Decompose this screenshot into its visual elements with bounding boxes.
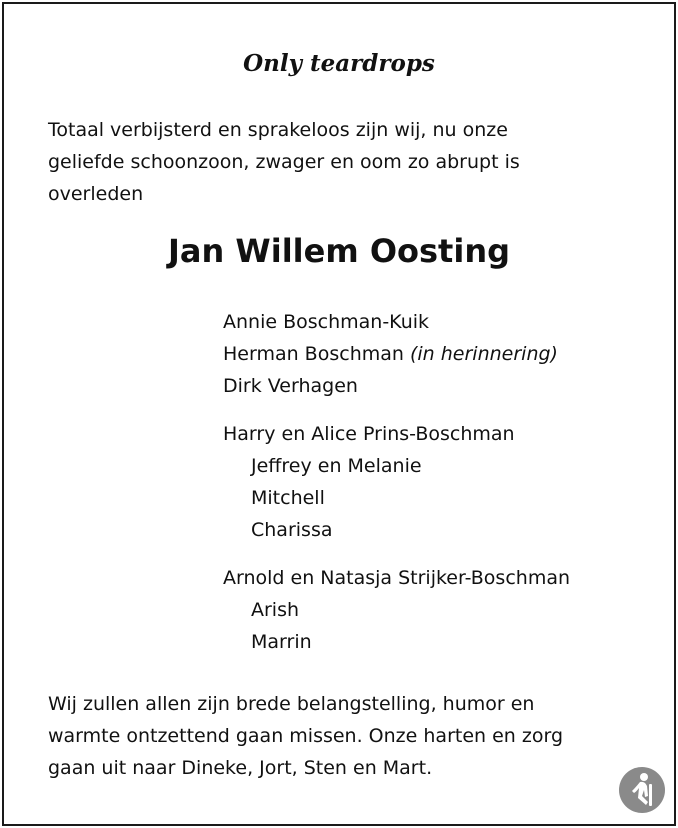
page-title: Only teardrops [243, 50, 435, 77]
deceased-name: Jan Willem Oosting [168, 232, 510, 270]
family-group [223, 306, 570, 402]
family-parents: Arnold en Natasja Strijker-Boschman [223, 567, 571, 589]
family-member: Dirk Verhagen [223, 375, 358, 397]
family-list [223, 306, 570, 658]
intro-line: geliefde schoonzoon, zwager en oom zo abrupt is [48, 151, 520, 173]
family-child: Mitchell [251, 487, 325, 509]
family-member [223, 338, 570, 370]
closing-text [48, 688, 648, 784]
family-child: Marrin [251, 631, 312, 653]
remembrance-note: (in herinnering) [409, 343, 558, 365]
family-member: Annie Boschman-Kuik [223, 311, 430, 333]
family-parents: Harry en Alice Prins-Boschman [223, 423, 515, 445]
intro-text [48, 114, 648, 210]
intro-line: Totaal verbijsterd en sprakeloos zijn wij, nu onze [48, 119, 508, 141]
family-member-name: Herman Boschman [223, 343, 404, 365]
closing-line: gaan uit naar Dineke, Jort, Sten en Mart. [48, 757, 433, 779]
family-child: Arish [251, 599, 300, 621]
closing-line: warmte ontzettend gaan missen. Onze harten en zorg [48, 725, 564, 747]
family-child: Charissa [251, 519, 333, 541]
memorial-figure-icon [618, 766, 666, 814]
closing-line: Wij zullen allen zijn brede belangstelling, humor en [48, 693, 535, 715]
intro-line: overleden [48, 183, 144, 205]
family-child: Jeffrey en Melanie [251, 455, 422, 477]
family-group [223, 562, 570, 658]
family-group [223, 418, 570, 546]
